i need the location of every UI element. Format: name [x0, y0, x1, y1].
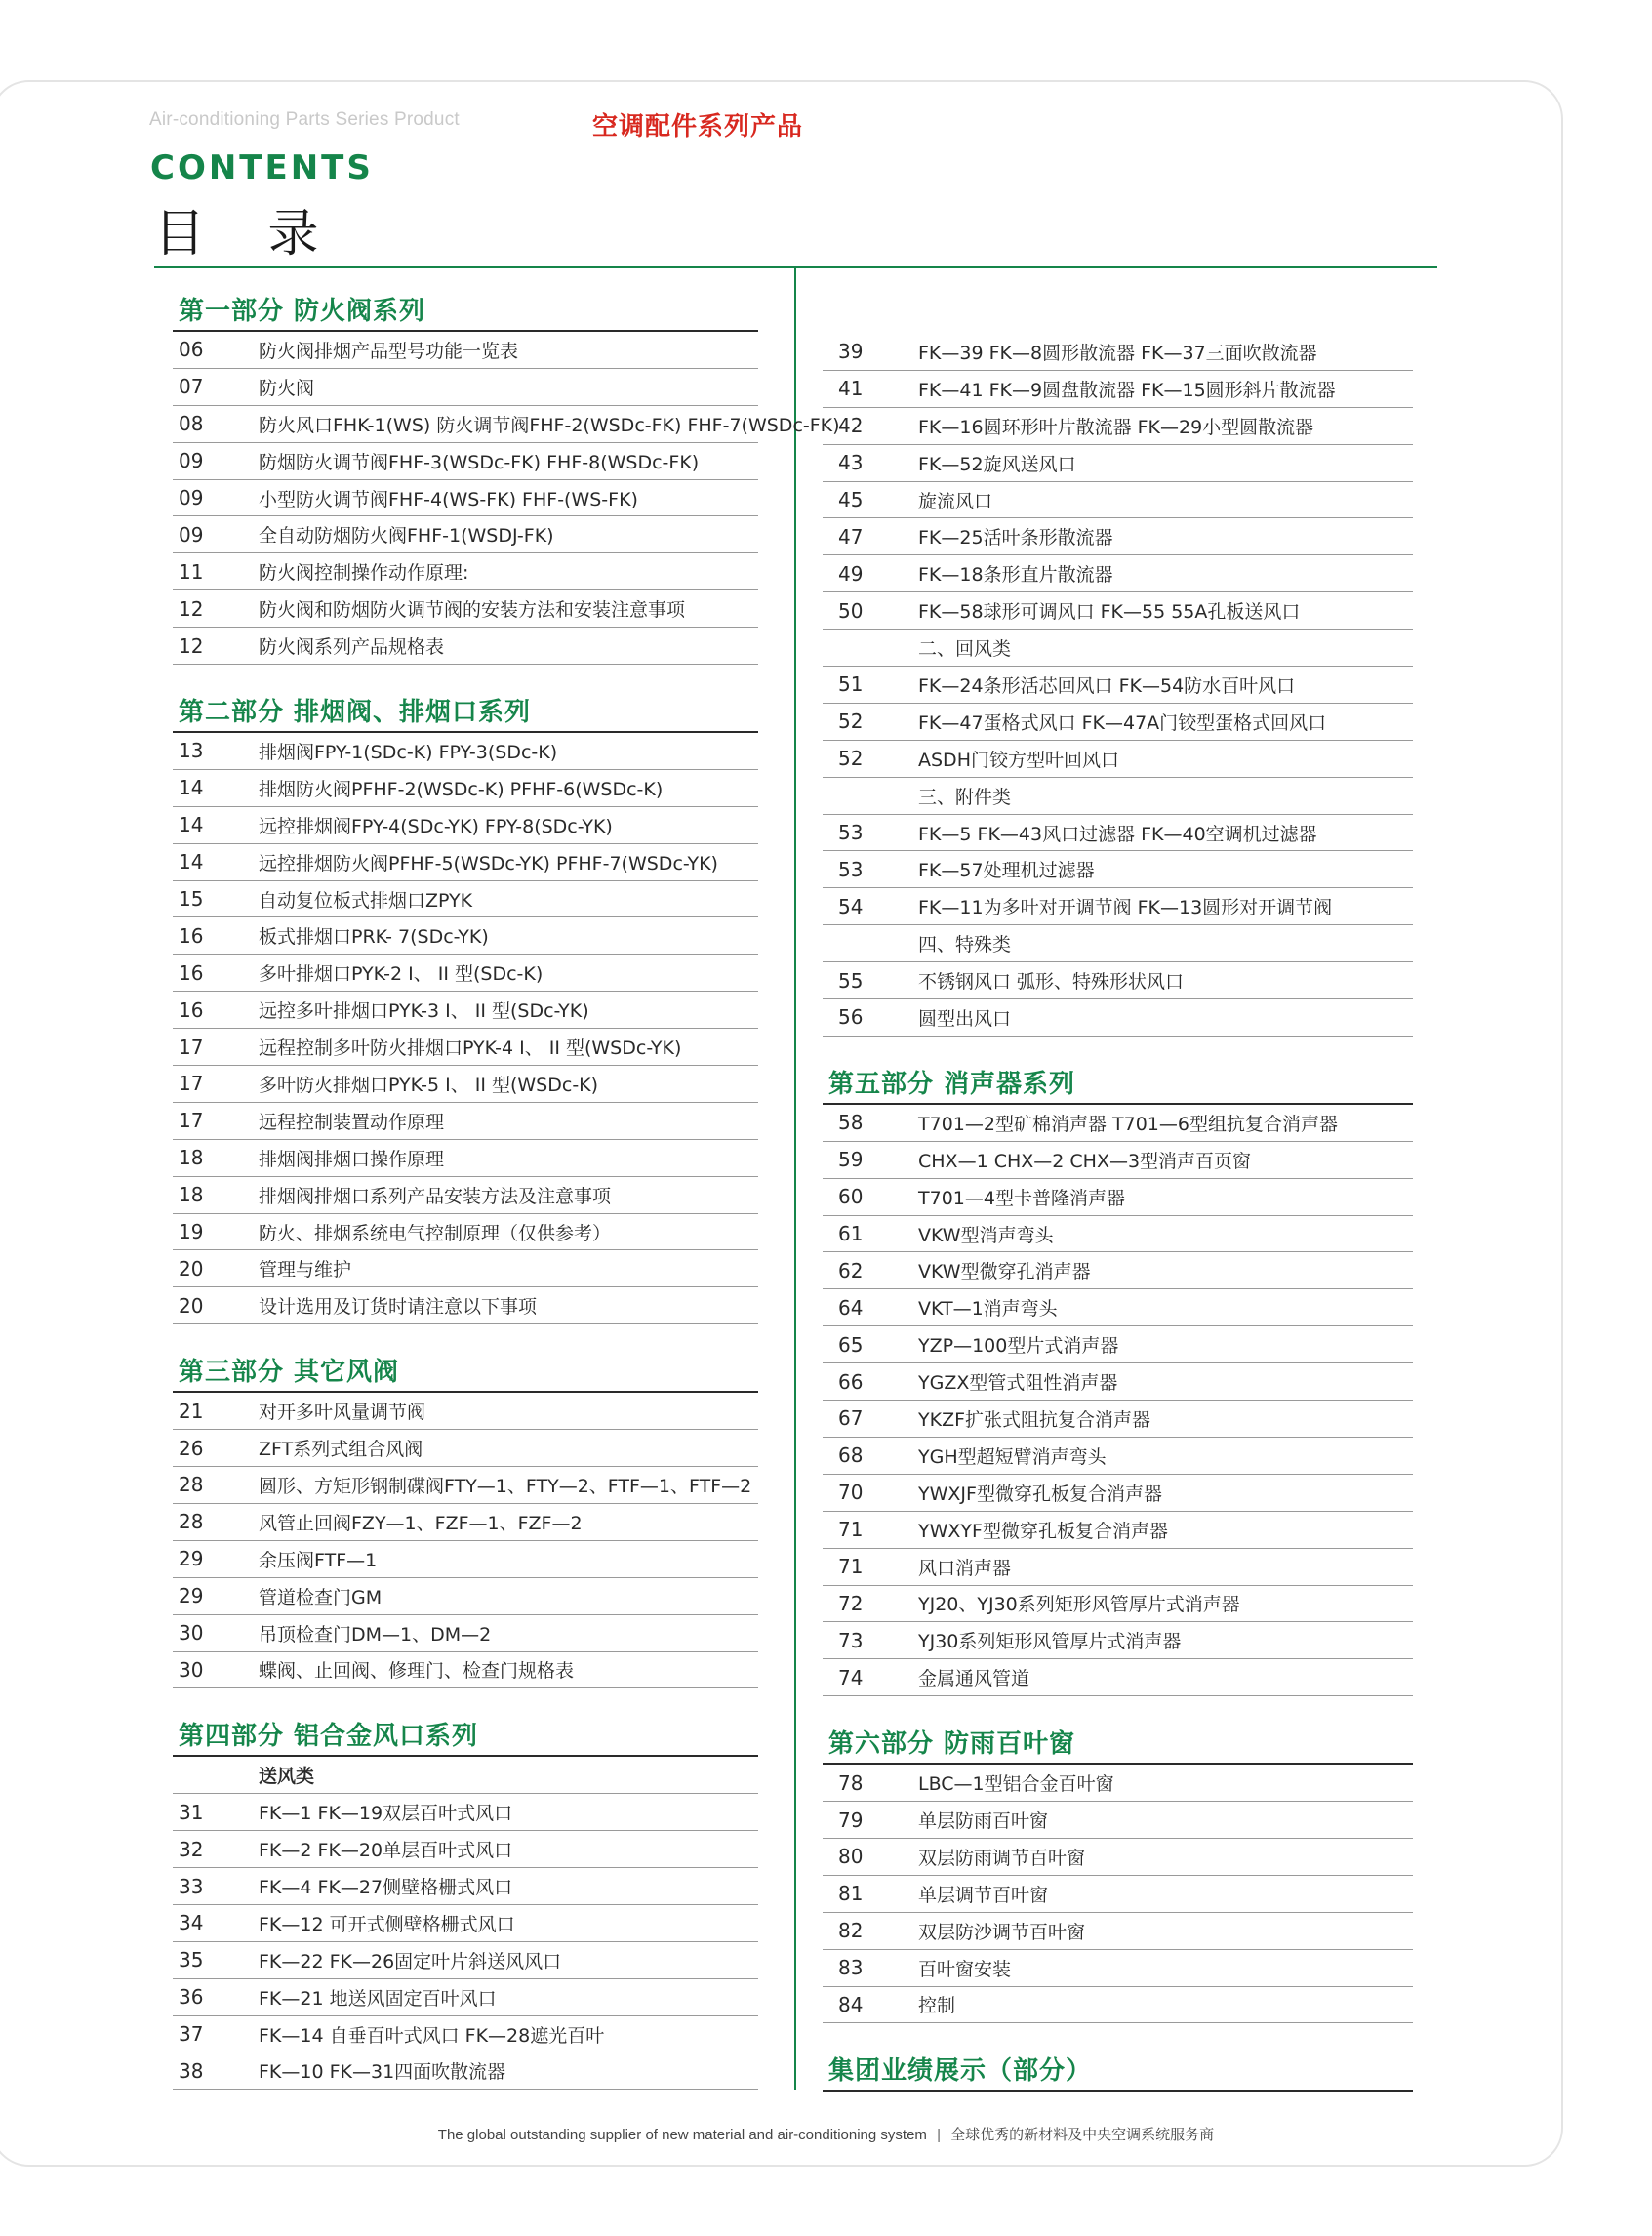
entry-title: VKW型消声弯头 — [918, 1224, 1054, 1246]
page-number: 36 — [179, 1985, 204, 2010]
page-number: 67 — [838, 1406, 864, 1431]
page-number: 28 — [179, 1510, 204, 1534]
page-number: 09 — [179, 522, 204, 547]
toc-row[interactable] — [173, 590, 758, 628]
toc-row[interactable] — [823, 630, 1413, 667]
footer-english: The global outstanding supplier of new material and air-conditioning system — [437, 2127, 927, 2143]
toc-row[interactable] — [173, 1868, 758, 1905]
page-number: 16 — [179, 997, 204, 1022]
page-number: 32 — [179, 1837, 204, 1861]
toc-row[interactable] — [173, 1615, 758, 1652]
page-number: 45 — [838, 488, 864, 511]
page-number: 79 — [838, 1808, 864, 1832]
page-number: 12 — [179, 596, 204, 621]
entry-title: 单层调节百叶窗 — [918, 1884, 1049, 1906]
entry-title: 远程控制多叶防火排烟口PYK-4 I、 II 型(WSDc-YK) — [259, 1037, 682, 1060]
page-number: 16 — [179, 960, 204, 985]
entry-title: 多叶排烟口PYK-2 I、 II 型(SDc-K) — [259, 963, 544, 986]
page-number: 78 — [838, 1770, 864, 1795]
header-english-subtitle: Air-conditioning Parts Series Product — [149, 109, 460, 130]
page-number: 09 — [179, 449, 204, 473]
entry-title: T701—4型卡普隆消声器 — [918, 1187, 1125, 1209]
entry-title: FK—2 FK—20单层百叶式风口 — [259, 1840, 513, 1862]
toc-row[interactable] — [823, 888, 1413, 925]
entry-title: ASDH门铰方型叶回风口 — [918, 749, 1119, 771]
page-number: 54 — [838, 894, 864, 918]
page-number: 29 — [179, 1584, 204, 1608]
mulu-heading: 目 录 — [154, 205, 342, 264]
toc-row[interactable] — [173, 917, 758, 955]
entry-title: FK—4 FK—27侧壁格栅式风口 — [259, 1877, 513, 1898]
page-number: 35 — [179, 1948, 204, 1972]
toc-row[interactable] — [823, 741, 1413, 778]
toc-row[interactable] — [823, 1252, 1413, 1289]
entry-title: 圆型出风口 — [918, 1007, 1012, 1030]
footer — [0, 2124, 1652, 2144]
toc-row[interactable] — [173, 1250, 758, 1287]
page-number: 26 — [179, 1436, 204, 1460]
toc-row[interactable] — [173, 628, 758, 665]
toc-row[interactable] — [173, 1541, 758, 1578]
section-title: 第二部分 排烟阀、排烟口系列 — [173, 694, 758, 733]
toc-row[interactable] — [823, 371, 1413, 408]
entry-title: 对开多叶风量调节阀 — [259, 1402, 426, 1424]
entry-title: 排烟阀排烟口系列产品安装方法及注意事项 — [259, 1185, 612, 1207]
page-number: 30 — [179, 1621, 204, 1646]
section-title: 第三部分 其它风阀 — [173, 1354, 758, 1393]
toc-row[interactable] — [823, 1659, 1413, 1696]
toc-row[interactable] — [173, 1214, 758, 1251]
toc-row[interactable] — [173, 1578, 758, 1615]
entry-title: FK—10 FK—31四面吹散流器 — [259, 2061, 506, 2084]
entry-title: 风口消声器 — [918, 1557, 1012, 1579]
toc-row[interactable] — [173, 881, 758, 918]
entry-title: FK—39 FK—8圆形散流器 FK—37三面吹散流器 — [918, 342, 1317, 364]
entry-title: 防火阀系列产品规格表 — [259, 636, 445, 659]
toc-row[interactable] — [823, 592, 1413, 630]
entry-title: FK—1 FK—19双层百叶式风口 — [259, 1803, 513, 1825]
toc-row[interactable] — [823, 1987, 1413, 2024]
entry-title: 管道检查门GM — [259, 1586, 383, 1608]
entry-title: 防火阀和防烟防火调节阀的安装方法和安装注意事项 — [259, 599, 686, 622]
toc-row[interactable] — [173, 1430, 758, 1467]
entry-title: 单层防雨百叶窗 — [918, 1810, 1049, 1832]
toc-row[interactable] — [823, 1105, 1413, 1142]
page-number: 66 — [838, 1369, 864, 1394]
toc-row[interactable] — [173, 1794, 758, 1831]
toc-subheading-row[interactable] — [173, 1757, 758, 1794]
page-number: 12 — [179, 633, 204, 658]
toc-row[interactable] — [823, 1950, 1413, 1987]
entry-title: 设计选用及订货时请注意以下事项 — [259, 1296, 538, 1319]
page-number: 17 — [179, 1072, 204, 1096]
section-title: 第六部分 防雨百叶窗 — [823, 1726, 1413, 1765]
entry-title: 金属通风管道 — [918, 1668, 1030, 1690]
page-number: 51 — [838, 672, 864, 697]
entry-title: 远控多叶排烟口PYK-3 I、 II 型(SDc-YK) — [259, 1000, 589, 1023]
page-number: 31 — [179, 1800, 204, 1824]
page-number: 68 — [838, 1443, 864, 1468]
toc-row[interactable] — [823, 555, 1413, 592]
page-number: 58 — [838, 1111, 864, 1135]
page-number: 42 — [838, 414, 864, 438]
toc-row[interactable] — [823, 518, 1413, 555]
entry-title: 防火阀控制操作动作原理: — [259, 562, 469, 585]
page-number: 47 — [838, 524, 864, 549]
toc-row[interactable] — [823, 1438, 1413, 1475]
toc-row[interactable] — [173, 1140, 758, 1177]
entry-title: FK—57处理机过滤器 — [918, 860, 1095, 882]
page-number: 70 — [838, 1481, 864, 1505]
page-number: 74 — [838, 1665, 864, 1689]
toc-row[interactable] — [823, 1216, 1413, 1253]
entry-title: YZP—100型片式消声器 — [918, 1335, 1119, 1358]
entry-title: 全自动防烟防火阀FHF-1(WSDJ-FK) — [259, 525, 554, 548]
toc-row[interactable] — [823, 1326, 1413, 1363]
section-title: 第一部分 防火阀系列 — [173, 293, 758, 332]
entry-title: FK—11为多叶对开调节阀 FK—13圆形对开调节阀 — [918, 897, 1333, 919]
entry-title: 蝶阀、止回阀、修理门、检查门规格表 — [259, 1660, 575, 1683]
entry-title: FK—12 可开式侧壁格栅式风口 — [259, 1913, 515, 1935]
toc-row[interactable] — [823, 334, 1413, 371]
entry-title: CHX—1 CHX—2 CHX—3型消声百页窗 — [918, 1150, 1252, 1172]
page-number: 59 — [838, 1148, 864, 1172]
toc-row[interactable] — [823, 1765, 1413, 1802]
toc-row[interactable] — [823, 1179, 1413, 1216]
entry-title: FK—58球形可调风口 FK—55 55A孔板送风口 — [918, 601, 1301, 624]
entry-title: 余压阀FTF—1 — [259, 1549, 378, 1571]
entry-title: 远控排烟阀FPY-4(SDc-YK) FPY-8(SDc-YK) — [259, 815, 613, 837]
entry-title: VKT—1消声弯头 — [918, 1298, 1058, 1321]
entry-title: 板式排烟口PRK- 7(SDc-YK) — [259, 926, 489, 949]
page-number: 55 — [838, 968, 864, 993]
entry-title: YWXYF型微穿孔板复合消声器 — [918, 1520, 1168, 1542]
toc-row[interactable] — [173, 1177, 758, 1214]
toc-row[interactable] — [173, 1905, 758, 1942]
page-number: 71 — [838, 1555, 864, 1579]
toc-row[interactable] — [173, 1066, 758, 1103]
toc-row[interactable] — [173, 480, 758, 517]
toc-row[interactable] — [173, 955, 758, 992]
page-number: 50 — [838, 598, 864, 623]
entry-title: 旋流风口 — [918, 490, 993, 512]
toc-row[interactable] — [823, 1401, 1413, 1438]
entry-title: 三、附件类 — [918, 786, 1012, 808]
toc-row[interactable] — [173, 516, 758, 553]
page-number: 38 — [179, 2058, 204, 2083]
toc-row[interactable] — [823, 778, 1413, 815]
page-number: 72 — [838, 1591, 864, 1615]
entry-title: 防火、排烟系统电气控制原理（仅供参考） — [259, 1222, 612, 1244]
entry-title: 四、特殊类 — [918, 934, 1012, 956]
entry-title: YJ20、YJ30系列矩形风管厚片式消声器 — [918, 1594, 1240, 1616]
entry-title: 圆形、方矩形钢制碟阀FTY—1、FTY—2、FTF—1、FTF—2 — [259, 1475, 752, 1497]
page-number: 60 — [838, 1185, 864, 1209]
entry-title: FK—5 FK—43风口过滤器 FK—40空调机过滤器 — [918, 823, 1317, 845]
entry-title: YKZF扩张式阻抗复合消声器 — [918, 1408, 1151, 1431]
section-title: 集团业绩展示（部分） — [823, 2053, 1413, 2092]
entry-title: 送风类 — [259, 1766, 315, 1788]
page-number: 53 — [838, 857, 864, 881]
toc-row[interactable] — [823, 1839, 1413, 1876]
page-number: 61 — [838, 1222, 864, 1246]
toc-row[interactable] — [173, 1942, 758, 1979]
page-number: 56 — [838, 1005, 864, 1030]
entry-title: FK—47蛋格式风口 FK—47A门铰型蛋格式回风口 — [918, 711, 1327, 734]
page-number: 06 — [179, 338, 204, 362]
toc-row[interactable] — [173, 807, 758, 844]
page-number: 65 — [838, 1332, 864, 1357]
page-number: 80 — [838, 1845, 864, 1869]
entry-title: YGH型超短臂消声弯头 — [918, 1445, 1107, 1468]
page-number: 21 — [179, 1399, 204, 1423]
page-number: 73 — [838, 1628, 864, 1652]
page-number: 18 — [179, 1146, 204, 1170]
footer-separator: | — [937, 2127, 941, 2143]
toc-row[interactable] — [173, 1287, 758, 1324]
page-number: 53 — [838, 821, 864, 845]
toc-row[interactable] — [173, 733, 758, 770]
toc-row[interactable] — [173, 1467, 758, 1504]
entry-title: 双层防雨调节百叶窗 — [918, 1847, 1086, 1869]
entry-title: FK—52旋风送风口 — [918, 453, 1076, 475]
entry-title: ZFT系列式组合风阀 — [259, 1439, 423, 1461]
page-number: 11 — [179, 559, 204, 584]
entry-title: 排烟阀排烟口操作原理 — [259, 1148, 445, 1170]
toc-row[interactable] — [823, 1913, 1413, 1950]
entry-title: 不锈钢风口 弧形、特殊形状风口 — [918, 971, 1185, 994]
page-number: 13 — [179, 739, 204, 763]
entry-title: 排烟阀FPY-1(SDc-K) FPY-3(SDc-K) — [259, 741, 558, 763]
entry-title: 防火阀排烟产品型号功能一览表 — [259, 340, 519, 362]
toc-row[interactable] — [823, 851, 1413, 888]
toc-row[interactable] — [173, 443, 758, 480]
entry-title: T701—2型矿棉消声器 T701—6型组抗复合消声器 — [918, 1113, 1338, 1135]
entry-title: 远程控制装置动作原理 — [259, 1111, 445, 1133]
page-number: 71 — [838, 1518, 864, 1542]
page-number: 19 — [179, 1220, 204, 1244]
toc-row[interactable] — [173, 2016, 758, 2053]
page-number: 81 — [838, 1882, 864, 1906]
toc-row[interactable] — [823, 1622, 1413, 1659]
toc-row[interactable] — [823, 1142, 1413, 1179]
entry-title: 排烟防火阀PFHF-2(WSDc-K) PFHF-6(WSDc-K) — [259, 778, 664, 800]
entry-title: 风管止回阀FZY—1、FZF—1、FZF—2 — [259, 1512, 583, 1534]
toc-row[interactable] — [823, 1802, 1413, 1839]
toc-row[interactable] — [173, 770, 758, 807]
page-number: 83 — [838, 1956, 864, 1980]
page-number: 52 — [838, 747, 864, 771]
page-number: 07 — [179, 375, 204, 399]
toc-row[interactable] — [823, 999, 1413, 1037]
page-number: 84 — [838, 1992, 864, 2016]
section-gap — [173, 1324, 758, 1354]
toc-row[interactable] — [173, 1103, 758, 1140]
page-number: 30 — [179, 1657, 204, 1682]
toc-row[interactable] — [823, 1512, 1413, 1549]
entry-title: 防火风口FHK-1(WS) 防火调节阀FHF-2(WSDc-FK) FHF-7(WSDc-FK) — [259, 414, 840, 436]
toc-row[interactable] — [173, 1029, 758, 1066]
toc-row[interactable] — [823, 962, 1413, 999]
toc-row[interactable] — [823, 815, 1413, 852]
entry-title: 管理与维护 — [259, 1259, 352, 1281]
section-gap — [823, 1037, 1413, 1066]
entry-title: 吊顶检查门DM—1、DM—2 — [259, 1623, 492, 1646]
entry-title: FK—14 自垂百叶式风口 FK—28遮光百叶 — [259, 2024, 605, 2047]
entry-title: FK—21 地送风固定百叶风口 — [259, 1987, 497, 2010]
toc-row[interactable] — [173, 992, 758, 1029]
column-divider — [794, 268, 796, 2090]
page-number: 20 — [179, 1256, 204, 1281]
entry-title: YJ30系列矩形风管厚片式消声器 — [918, 1631, 1182, 1653]
page-number: 16 — [179, 923, 204, 948]
toc-row[interactable] — [173, 369, 758, 406]
page-number: 29 — [179, 1547, 204, 1571]
entry-title: 多叶防火排烟口PYK-5 I、 II 型(WSDc-K) — [259, 1074, 599, 1096]
page-number: 41 — [838, 377, 864, 401]
entry-title: LBC—1型铝合金百叶窗 — [918, 1773, 1114, 1796]
page-number: 15 — [179, 887, 204, 912]
toc-row[interactable] — [173, 1831, 758, 1868]
entry-title: FK—24条形活芯回风口 FK—54防水百叶风口 — [918, 674, 1296, 697]
section-gap — [823, 1696, 1413, 1726]
entry-title: 防火阀 — [259, 377, 315, 399]
section-title: 第五部分 消声器系列 — [823, 1066, 1413, 1105]
entry-title: 双层防沙调节百叶窗 — [918, 1921, 1086, 1943]
page-number: 52 — [838, 710, 864, 734]
entry-title: YGZX型管式阻性消声器 — [918, 1372, 1118, 1395]
contents-heading: CONTENTS — [150, 148, 374, 187]
section-gap — [173, 665, 758, 694]
page-number: 33 — [179, 1874, 204, 1898]
entry-title: FK—18条形直片散流器 — [918, 564, 1113, 587]
entry-title: FK—25活叶条形散流器 — [918, 527, 1113, 549]
page-number: 43 — [838, 451, 864, 475]
page-number: 37 — [179, 2022, 204, 2047]
page-number: 28 — [179, 1473, 204, 1497]
toc-row[interactable] — [173, 2053, 758, 2091]
page-number: 20 — [179, 1293, 204, 1318]
entry-title: FK—22 FK—26固定叶片斜送风风口 — [259, 1950, 562, 1972]
toc-row[interactable] — [823, 1549, 1413, 1586]
page-number: 17 — [179, 1035, 204, 1059]
footer-chinese: 全球优秀的新材料及中央空调系统服务商 — [950, 2127, 1215, 2143]
entry-title: 控制 — [918, 1995, 956, 2017]
page-number: 62 — [838, 1258, 864, 1282]
toc-row[interactable] — [173, 844, 758, 881]
page-number: 14 — [179, 813, 204, 837]
toc-row[interactable] — [823, 1876, 1413, 1913]
section-gap — [823, 2023, 1413, 2053]
toc-row[interactable] — [173, 406, 840, 443]
page-number: 64 — [838, 1295, 864, 1320]
section-title: 第四部分 铝合金风口系列 — [173, 1718, 758, 1757]
toc-row[interactable] — [823, 1475, 1413, 1512]
entry-title: 远控排烟防火阀PFHF-5(WSDc-YK) PFHF-7(WSDc-YK) — [259, 852, 718, 874]
page-number: 08 — [179, 412, 204, 436]
toc-row[interactable] — [823, 445, 1413, 482]
page-number: 34 — [179, 1911, 204, 1935]
toc-row[interactable] — [823, 925, 1413, 962]
entry-title: 防烟防火调节阀FHF-3(WSDc-FK) FHF-8(WSDc-FK) — [259, 451, 700, 473]
section-gap — [173, 1688, 758, 1718]
toc-row[interactable] — [173, 1979, 758, 2016]
toc-row[interactable] — [173, 1393, 758, 1430]
toc-row[interactable] — [823, 704, 1413, 741]
entry-title: 二、回风类 — [918, 638, 1012, 661]
entry-title: FK—16圆环形叶片散流器 FK—29小型圆散流器 — [918, 416, 1314, 438]
toc-row[interactable] — [173, 553, 758, 590]
entry-title: VKW型微穿孔消声器 — [918, 1261, 1091, 1283]
toc-row[interactable] — [823, 1363, 1413, 1401]
page-number: 49 — [838, 561, 864, 586]
entry-title: 自动复位板式排烟口ZPYK — [259, 889, 473, 912]
toc-row[interactable] — [173, 332, 758, 369]
toc-row[interactable] — [823, 1586, 1413, 1623]
page-number: 14 — [179, 850, 204, 874]
left-column — [173, 293, 840, 2090]
page-number: 82 — [838, 1919, 864, 1943]
page-number: 18 — [179, 1183, 204, 1207]
entry-title: YWXJF型微穿孔板复合消声器 — [918, 1483, 1162, 1505]
page-number: 14 — [179, 776, 204, 800]
toc-row[interactable] — [173, 1652, 758, 1689]
page-number: 09 — [179, 486, 204, 509]
entry-title: 小型防火调节阀FHF-4(WS-FK) FHF-(WS-FK) — [259, 488, 638, 510]
toc-row[interactable] — [823, 482, 1413, 519]
page-number: 17 — [179, 1109, 204, 1133]
page-number: 39 — [838, 340, 864, 364]
toc-row[interactable] — [823, 408, 1413, 445]
toc-row[interactable] — [173, 1504, 758, 1541]
toc-row[interactable] — [823, 667, 1413, 704]
header-chinese-subtitle: 空调配件系列产品 — [592, 112, 804, 142]
entry-title: FK—41 FK—9圆盘散流器 FK—15圆形斜片散流器 — [918, 379, 1336, 401]
right-column — [823, 334, 1413, 2092]
toc-row[interactable] — [823, 1289, 1413, 1326]
entry-title: 百叶窗安装 — [918, 1958, 1012, 1980]
